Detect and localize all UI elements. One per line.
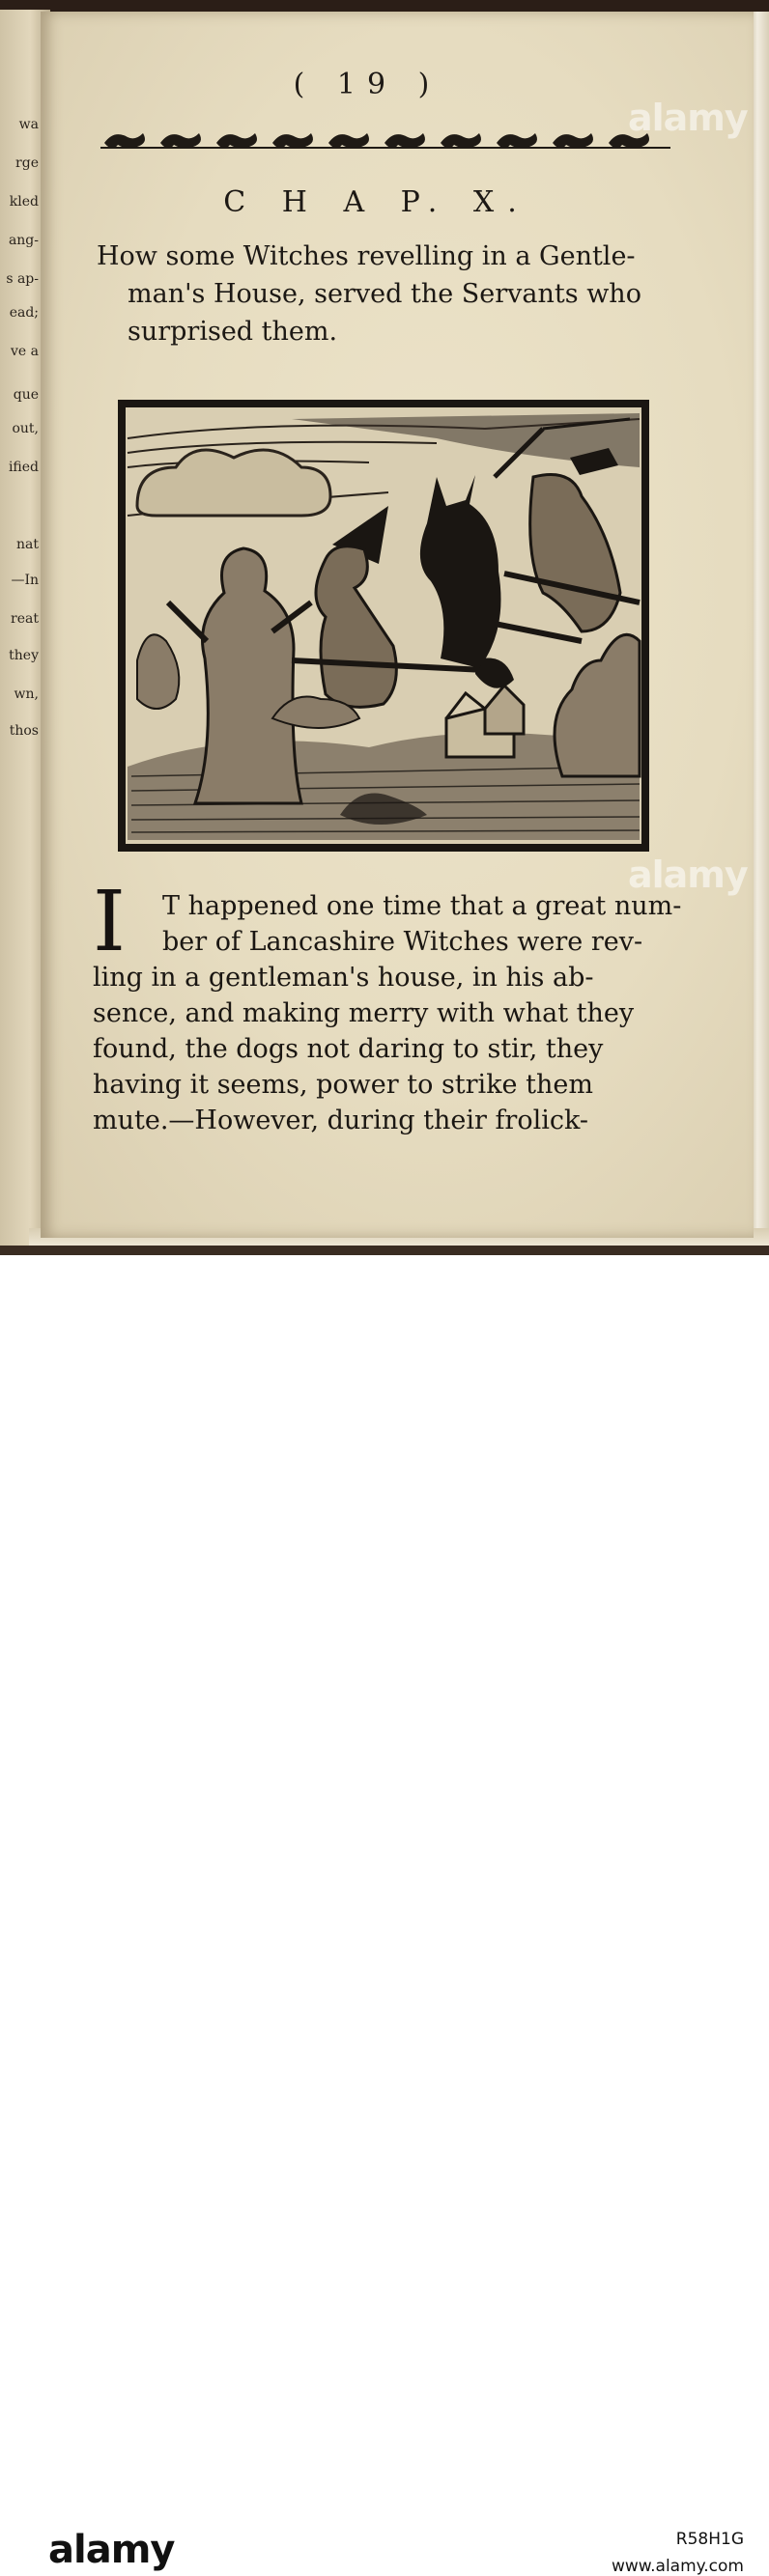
left-fragment: wa [18, 117, 39, 132]
book-photo [0, 0, 769, 1255]
brand-logo: alamy [48, 2528, 175, 2572]
left-fragment: ang- [8, 233, 39, 248]
stock-footer [0, 1255, 769, 2576]
watermark: alamy [628, 97, 748, 139]
body-line: found, the dogs not daring to stir, they [93, 1034, 604, 1064]
page-number: ( 19 ) [293, 68, 441, 101]
image-id: R58H1G [675, 2530, 744, 2549]
left-fragment: rge [15, 155, 39, 171]
chapter-heading: C H A P. X. [223, 185, 530, 219]
body-line: ber of Lancashire Witches were rev- [162, 927, 643, 957]
body-line: ling in a gentleman's house, in his ab- [93, 963, 594, 993]
left-fragment: que [13, 387, 39, 403]
woodcut-illustration [118, 400, 649, 852]
left-fragment: ified [8, 460, 39, 475]
body-line: T happened one time that a great num- [162, 891, 682, 921]
headline-line: How some Witches revelling in a Gentle- [97, 241, 636, 271]
body-line: mute.—However, during their frolick- [93, 1106, 588, 1135]
left-fragment: ve a [11, 344, 39, 359]
body-text [93, 960, 672, 1138]
left-fragment: nat [16, 537, 39, 552]
drop-cap: I [93, 874, 126, 970]
body-line: sence, and making merry with what they [93, 998, 635, 1028]
left-fragment: kled [9, 194, 39, 210]
left-fragment: s ap- [6, 271, 39, 287]
headline-line: man's House, served the Servants who [128, 279, 641, 309]
left-fragment: thos [9, 723, 39, 739]
left-fragment: out, [12, 421, 39, 436]
site-url: www.alamy.com [611, 2557, 744, 2576]
left-fragment: they [9, 648, 39, 663]
headline-line: surprised them. [128, 317, 338, 347]
left-fragment: —In [11, 573, 39, 588]
ornamental-border [100, 122, 674, 156]
body-line: having it seems, power to strike them [93, 1070, 593, 1100]
watermark: alamy [628, 854, 748, 896]
left-fragment: wn, [14, 686, 39, 702]
left-fragment: ead; [9, 305, 39, 321]
chapter-headline [97, 238, 686, 350]
body-first-lines [162, 888, 682, 960]
left-fragment: reat [11, 611, 39, 627]
